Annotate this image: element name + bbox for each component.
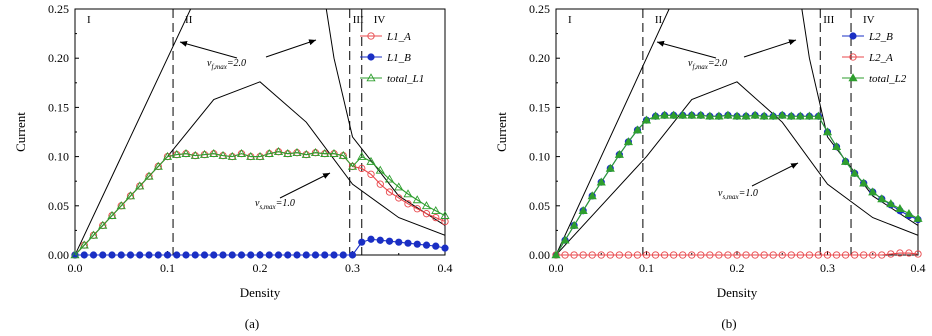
chart-panel-a	[13, 0, 453, 331]
y-tick-label: 0.20	[48, 51, 69, 66]
data-point	[118, 252, 124, 258]
legend	[842, 31, 907, 85]
data-point	[127, 252, 133, 258]
region-label: II	[654, 14, 663, 26]
data-point	[322, 252, 328, 258]
y-tick-label: 0.25	[48, 2, 69, 16]
y-tick-label: 0.00	[48, 248, 69, 262]
data-point	[294, 252, 300, 258]
annotation-arrow	[744, 40, 796, 57]
annotation-symbol: v	[255, 198, 260, 209]
data-point	[359, 239, 365, 245]
legend-label: total_L1	[387, 73, 425, 85]
region-label: III	[823, 14, 835, 26]
data-point	[905, 210, 913, 217]
curve-annotation	[255, 198, 295, 211]
x-tick-label: 0.1	[160, 261, 175, 275]
free-flow-curve	[556, 0, 918, 255]
data-point	[211, 252, 217, 258]
plot-frame	[75, 9, 445, 255]
y-tick-label: 0.00	[529, 248, 550, 262]
data-point	[312, 252, 318, 258]
data-point	[396, 239, 402, 245]
legend-label: total_L2	[869, 73, 907, 85]
data-point	[303, 252, 309, 258]
data-point	[266, 252, 272, 258]
data-point	[285, 252, 291, 258]
region-label: I	[568, 14, 572, 26]
data-point	[183, 252, 189, 258]
synchronized-flow-curve	[75, 82, 445, 255]
region-label: IV	[373, 14, 386, 26]
x-tick-label: 0.1	[639, 261, 654, 275]
legend-label: L2_B	[869, 31, 893, 43]
legend-label: L2_A	[869, 52, 893, 64]
x-tick-label: 0.0	[548, 261, 564, 275]
data-point	[414, 241, 420, 247]
y-tick-label: 0.15	[48, 100, 69, 115]
annotation-subscript: s,max	[722, 193, 739, 201]
data-point	[201, 252, 207, 258]
y-tick-label: 0.15	[529, 100, 550, 115]
curve-annotation	[207, 58, 246, 71]
y-tick-label: 0.20	[529, 51, 550, 66]
region-label: I	[87, 14, 91, 26]
annotation-arrow	[657, 42, 716, 58]
annotation-symbol: v	[718, 188, 723, 199]
plot-frame	[556, 9, 918, 255]
chart-panel-b	[494, 0, 926, 331]
annotation-value: =2.0	[707, 58, 728, 69]
data-point	[137, 252, 143, 258]
data-point	[81, 252, 87, 258]
data-point	[423, 242, 429, 248]
data-point	[146, 252, 152, 258]
data-point	[340, 252, 346, 258]
data-point	[100, 252, 106, 258]
data-point	[896, 205, 904, 212]
annotation-arrow	[752, 163, 798, 186]
x-tick-label: 0.4	[437, 261, 453, 275]
panel-caption: (a)	[244, 316, 260, 331]
data-point	[220, 252, 226, 258]
annotation-subscript: f,max	[211, 63, 227, 71]
annotation-arrow	[280, 173, 330, 198]
x-tick-label: 0.3	[345, 261, 360, 275]
x-axis-title: Density	[716, 285, 758, 300]
data-point	[331, 252, 337, 258]
data-point	[164, 252, 170, 258]
data-point	[248, 252, 254, 258]
annotation-subscript: s,max	[259, 203, 276, 211]
data-point	[386, 238, 392, 244]
curve-annotation	[688, 58, 727, 71]
x-axis-title: Density	[239, 285, 281, 300]
legend-marker	[368, 54, 374, 60]
data-point	[368, 236, 374, 242]
annotation-arrow	[266, 40, 316, 57]
x-tick-label: 0.3	[820, 261, 835, 275]
y-tick-label: 0.05	[48, 198, 69, 213]
data-point	[275, 252, 281, 258]
annotation-value: =2.0	[226, 58, 247, 69]
panel-caption: (b)	[721, 316, 737, 331]
x-tick-label: 0.0	[67, 261, 83, 275]
annotation-arrow	[180, 42, 237, 58]
data-point	[192, 252, 198, 258]
region-label: II	[185, 14, 193, 26]
data-point	[174, 252, 180, 258]
x-tick-label: 0.2	[729, 261, 745, 275]
y-tick-label: 0.25	[529, 2, 550, 16]
data-point	[155, 252, 161, 258]
legend-label: L1_A	[387, 31, 411, 43]
data-point	[442, 245, 448, 251]
data-point	[405, 240, 411, 246]
legend-label: L1_B	[387, 52, 411, 64]
y-axis-title: Current	[13, 112, 28, 152]
data-point	[257, 252, 263, 258]
region-label: III	[352, 14, 364, 26]
data-point	[433, 243, 439, 249]
data-point	[229, 252, 235, 258]
x-tick-label: 0.4	[910, 261, 926, 275]
data-point	[377, 237, 383, 243]
data-point	[349, 252, 355, 258]
region-label: IV	[863, 14, 875, 26]
y-tick-label: 0.10	[529, 149, 550, 164]
legend	[360, 31, 424, 85]
annotation-symbol: v	[688, 58, 693, 69]
annotation-symbol: v	[207, 58, 212, 69]
series-total_L2	[552, 111, 922, 257]
annotation-subscript: f,max	[692, 63, 708, 71]
x-tick-label: 0.2	[252, 261, 268, 275]
annotation-value: =1.0	[275, 198, 295, 209]
data-point	[238, 252, 244, 258]
y-axis-title: Current	[494, 112, 509, 152]
y-tick-label: 0.10	[48, 149, 69, 164]
legend-marker	[850, 33, 856, 39]
annotation-value: =1.0	[738, 188, 758, 199]
y-tick-label: 0.05	[529, 198, 550, 213]
curve-annotation	[718, 188, 758, 201]
data-point	[90, 252, 96, 258]
data-point	[109, 252, 115, 258]
